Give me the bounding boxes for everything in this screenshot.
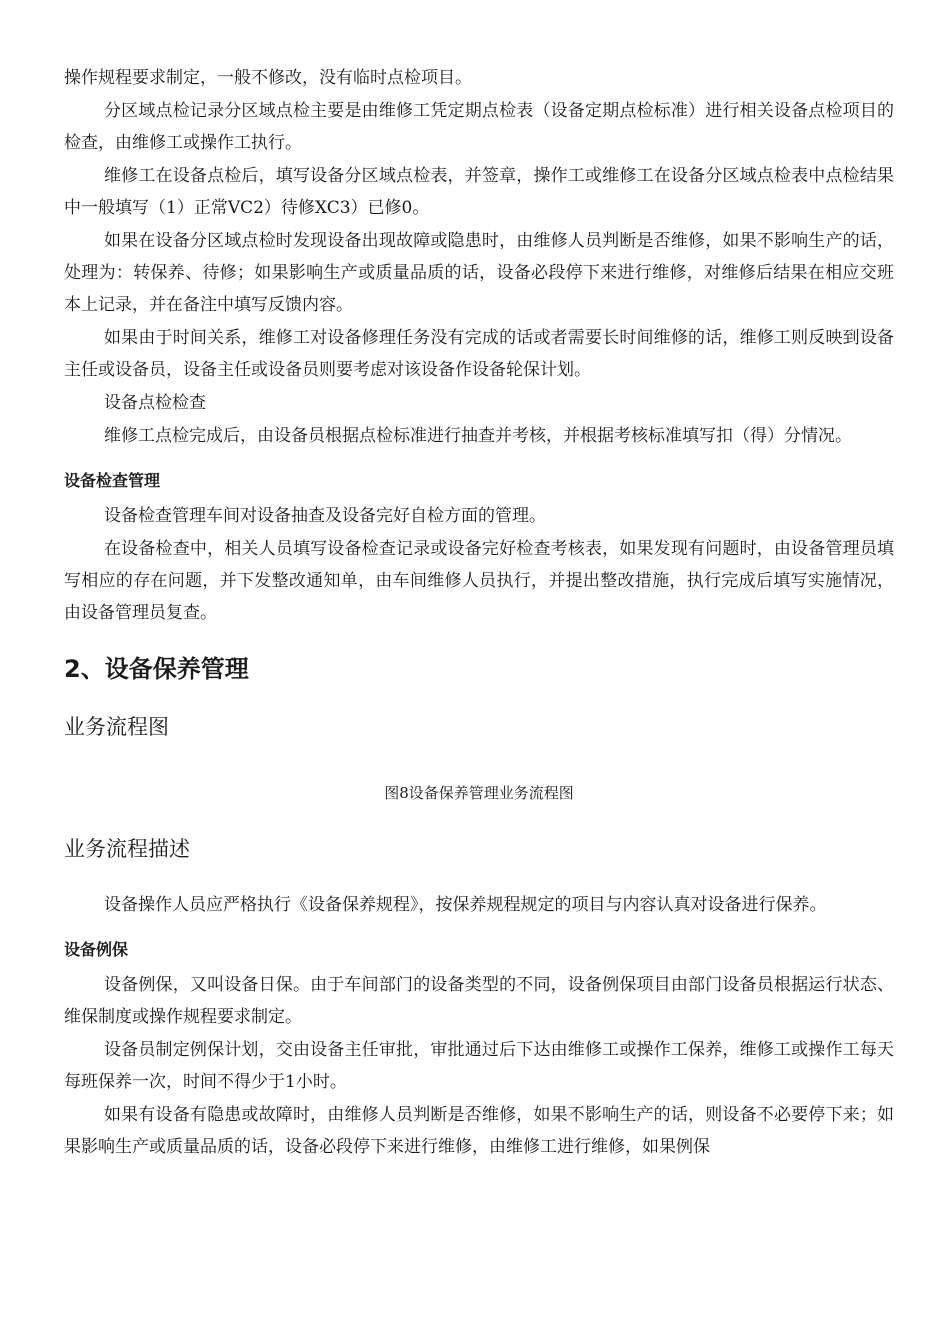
document-page (64, 62, 894, 1164)
paragraph: 维修工点检完成后，由设备员根据点检标准进行抽查并考核，并根据考核标准填写扣（得）分情况。 (104, 426, 852, 446)
paragraph: 设备点检检查 (104, 393, 206, 413)
paragraph: 设备操作人员应严格执行《设备保养规程》，按保养规程规定的项目与内容认真对设备进行保养。 (104, 895, 827, 915)
paragraph: 分区域点检记录分区域点检主要是由维修工凭定期点检表（设备定期点检标准）进行相关设备点检项目的检查，由维修工或操作工执行。 (64, 101, 894, 153)
paragraph: 操作规程要求制定，一般不修改，没有临时点检项目。 (64, 68, 472, 88)
paragraph: 如果在设备分区域点检时发现设备出现故障或隐患时，由维修人员判断是否维修，如果不影响生产的话，处理为：转保养、待修；如果影响生产或质量品质的话，设备必段停下来进行维修，对维修后结果在相应交班本上记录，并在备注中填写反馈内容。 (64, 231, 894, 315)
paragraph: 设备例保，又叫设备日保。由于车间部门的设备类型的不同，设备例保项目由部门设备员根据运行状态、维保制度或操作规程要求制定。 (64, 975, 894, 1027)
chapter-heading-maintenance: 2、设备保养管理 (64, 655, 249, 683)
section-heading-routine-maintenance: 设备例保 (64, 940, 129, 959)
paragraph: 维修工在设备点检后，填写设备分区域点检表，并签章，操作工或维修工在设备分区域点检表中点检结果中一般填写（1）正常VC2）待修XC3）已修0。 (64, 166, 894, 218)
section-heading-check-management: 设备检查管理 (64, 471, 161, 490)
figure-caption: 图8设备保养管理业务流程图 (384, 784, 574, 802)
paragraph: 设备检查管理车间对设备抽查及设备完好自检方面的管理。 (104, 506, 546, 526)
paragraph: 如果有设备有隐患或故障时，由维修人员判断是否维修，如果不影响生产的话，则设备不必要停下来；如果影响生产或质量品质的话，设备必段停下来进行维修，由维修工进行维修，如果例保 (64, 1105, 894, 1157)
subheading-flow-description: 业务流程描述 (64, 837, 190, 861)
paragraph: 在设备检查中，相关人员填写设备检查记录或设备完好检查考核表，如果发现有问题时，由设备管理员填写相应的存在问题，并下发整改通知单，由车间维修人员执行，并提出整改措施，执行完成后填写实施情况，由设备管理员复查。 (64, 539, 894, 623)
subheading-flowchart: 业务流程图 (64, 715, 169, 739)
paragraph: 设备员制定例保计划，交由设备主任审批，审批通过后下达由维修工或操作工保养，维修工或操作工每天每班保养一次，时间不得少于1小时。 (64, 1040, 894, 1092)
paragraph: 如果由于时间关系，维修工对设备修理任务没有完成的话或者需要长时间维修的话，维修工则反映到设备主任或设备员，设备主任或设备员则要考虑对该设备作设备轮保计划。 (64, 328, 894, 380)
